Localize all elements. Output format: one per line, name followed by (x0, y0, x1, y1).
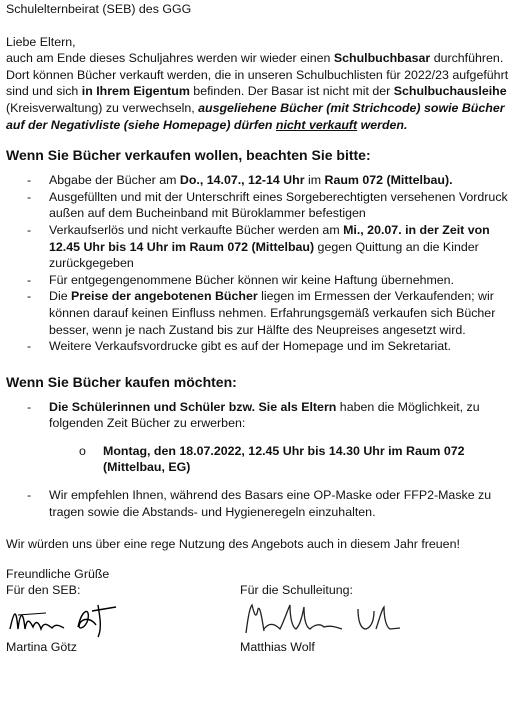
sell-item-forms-available: - Weitere Verkaufsvordrucke gibt es auf der Homepage und im Sekretariat. (6, 338, 518, 355)
buy-sublist (6, 443, 518, 476)
signature-school-name: Matthias Wolf (240, 640, 315, 655)
intro-not-sold: nicht verkauft (275, 117, 358, 132)
intro-bold-italic-end: werden. (357, 117, 408, 132)
signature-school (240, 582, 410, 655)
sell-heading: Wenn Sie Bücher verkaufen wollen, beachten Sie bitte: (6, 147, 371, 164)
signature-seb-role: Für den SEB: (6, 583, 81, 598)
buy-date: o Montag, den 18.07.2022, 12.45 Uhr bis 14.30 Uhr im Raum 072 (Mittelbau, EG) (6, 443, 518, 476)
intro-paragraph (6, 50, 518, 133)
signature-school-role: Für die Schulleitung: (240, 583, 353, 598)
signature-seb (6, 582, 126, 655)
salutation: Liebe Eltern, (6, 34, 76, 49)
sell-item-form: - Ausgefüllten und mit der Unterschrift eines Sorgeberechtigten versehenen Vordruck außen auf dem Bucheinband mit Büroklammer befestigen (6, 189, 518, 222)
sell-item-handover: - Abgabe der Bücher am Do., 14.07., 12-14 Uhr im Raum 072 (Mittelbau). (6, 172, 518, 189)
intro-text: durchführen. Dort können Bücher verkauft werden, die in unseren Schulbuchlisten für 2022/23 aufgeführt sind und sich (6, 51, 509, 99)
buy-item-who: - Die Schülerinnen und Schüler bzw. Sie als Eltern haben die Möglichkeit, zu folgenden Zeit Bücher zu erwerben: o Montag, den 18.07.2022, 12.45 Uhr bis 14.30 Uhr im Raum 072 (Mittelbau, EG) (6, 399, 518, 476)
intro-bold-ausleihe: Schulbuchausleihe (393, 84, 507, 99)
closing-sentence: Wir würden uns über eine rege Nutzung des Angebots auch in diesem Jahr freuen! (6, 537, 460, 552)
buy-item-mask: - Wir empfehlen Ihnen, während des Basars eine OP-Maske oder FFP2-Maske zu tragen sowie die Abstands- und Hygieneregeln einzuhalten. (6, 487, 518, 520)
sell-item-return: - Verkaufserlös und nicht verkaufte Bücher werden am Mi., 20.07. in der Zeit von 12.45 Uhr bis 14 Uhr im Raum 072 (Mittelbau) gegen Quittung an die Kinder zurückgegeben (6, 222, 518, 272)
sell-item-liability: - Für entgegengenommene Bücher können wir keine Haftung übernehmen. (6, 272, 518, 289)
letter-header: Schulelternbeirat (SEB) des GGG (6, 2, 192, 16)
intro-text: auch am Ende dieses Schuljahres werden wir wieder einen (6, 51, 334, 66)
handwritten-signature-school (240, 599, 410, 639)
buy-list (6, 399, 518, 521)
intro-bold-italic-warning: ausgeliehene Bücher (mit Strichcode) sowie Bücher auf der Negativliste (siehe Homepage) dürfen (6, 100, 505, 132)
sell-item-prices: - Die Preise der angebotenen Bücher liegen im Ermessen der Verkaufenden; wir können darauf keinen Einfluss nehmen. Erfahrungsgemäß verkaufen sich Bücher besser, wenn je nach Zustand bis zur Hälfte des Neupreises angesetzt wird. (6, 288, 518, 338)
intro-bold-eigentum: in Ihrem Eigentum (81, 84, 190, 99)
signature-row (6, 582, 518, 662)
buy-heading: Wenn Sie Bücher kaufen möchten: (6, 373, 237, 390)
sell-list (6, 172, 518, 355)
greeting: Freundliche Grüße (6, 566, 110, 581)
intro-text: (Kreisverwaltung) zu verwechseln, (6, 100, 199, 115)
signature-seb-name: Martina Götz (6, 640, 77, 655)
handwritten-signature-seb (6, 599, 126, 639)
document (6, 1, 518, 662)
intro-bold-basar: Schulbuchbasar (333, 51, 431, 66)
intro-text: befinden. Der Basar ist nicht mit der (189, 84, 394, 99)
